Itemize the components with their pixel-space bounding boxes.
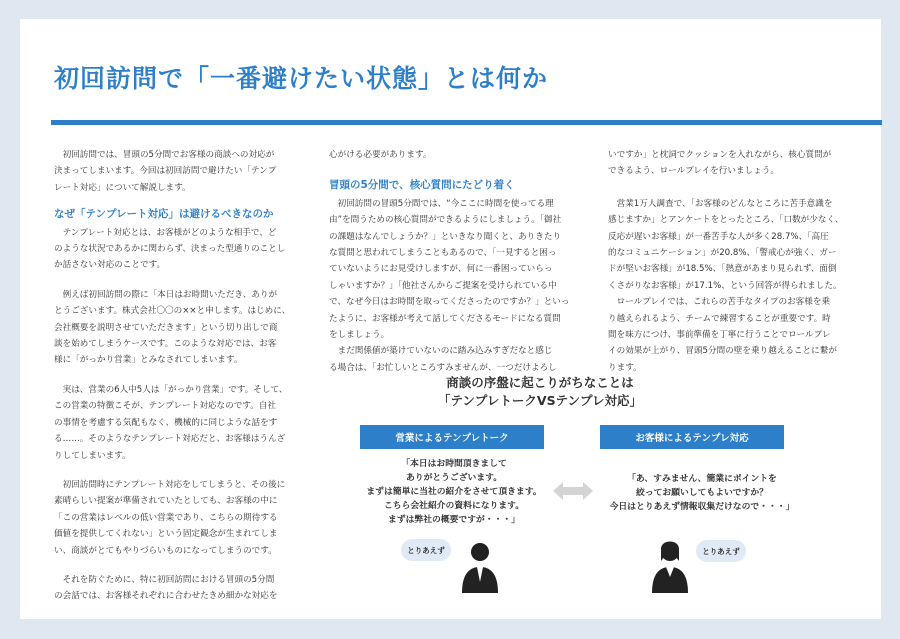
- paragraph: テンプレート対応とは、お客様がどのような相手で、ど のような状況であるかに関わらず、決まった型通りのことし か話さない対応のことです。: [54, 227, 286, 271]
- paragraph: 初回訪問時にテンプレート対応をしてしまうと、その後に 素晴らしい提案が準備されていたとしても、お客様の中に 「この営業はレベルの低い営業であり、こちらの期待する 価値を提供してくれない」という固定観念が生まれてしま い、商談がとてもやりづらいものになってしまうのです。: [54, 479, 286, 556]
- sales-template-label: 営業によるテンプレトーク: [360, 425, 544, 449]
- paragraph: ロールプレイでは、これらの苦手なタイプのお客様を乗 り越えられるよう、チームで練習することが重要です。時 間を味方につけ、事前準備を丁寧に行うことでロールプレ イの効果が上がり、冒頭5分間の壁を乗り越えることに繋が ります。: [608, 297, 837, 373]
- speech-bubble-left: とりあえず: [401, 539, 451, 561]
- salesperson-icon: [460, 537, 500, 601]
- double-arrow-icon: [553, 480, 593, 502]
- paragraph: まだ関係値が築けていないのに踏み込みすぎだなと感じ る場合は、「お忙しいところすみませんが、一つだけよろし: [329, 346, 557, 373]
- speech-bubble-right: とりあえず: [696, 540, 746, 562]
- paragraph: 初回訪問の冒頭5分間では、“今ここに時間を使ってる理 由”を問うための核心質問ができるようにしましょう。「御社 の課題はなんでしょうか？」といきなり聞くと、ありきたり な質問と思われてしまうこともあるので、「一見すると困っ ていないようにお見受けしますが、何に一番困っていらっ しゃいますか？」「他社さんからご提案を受けられている中 で、なぜ今日はお時間を取ってくださったのですか？」といっ たように、お客様が考えて話してくださるモードになる質問 をしましょう。: [329, 198, 570, 341]
- paragraph: 実は、営業の6人中5人は「がっかり営業」です。そして、 この営業の特徴こそが、テンプレート対応なのです。自社 の事情を考慮する気配もなく、機械的に同じような話をす る……。そのようなテンプレート対応だと、お客様はうんざ りしてしまいます。: [54, 384, 288, 461]
- column-3: [608, 147, 854, 376]
- title-divider: [51, 120, 882, 125]
- paragraph: いですか」と枕詞でクッションを入れながら、核心質問が できるよう、ロールプレイを行いましょう。: [608, 150, 832, 177]
- column-2: [329, 147, 575, 376]
- article-page: [20, 19, 881, 619]
- section-heading: なぜ「テンプレート対応」は避けるべきなのか: [54, 208, 274, 221]
- paragraph: 初回訪問では、冒頭の5分間でお客様の商談への対応が 決まってしまいます。今回は初回訪問で避けたい「テンプ レート対応」について解説します。: [54, 150, 277, 193]
- customer-template-label: お客様によるテンプレ対応: [600, 425, 784, 449]
- diagram-title-line1: 商談の序盤に起こりがちなことは: [446, 375, 634, 390]
- paragraph: 心がける必要があります。: [329, 150, 432, 160]
- page-title: 初回訪問で「一番避けたい状態」とは何か: [54, 64, 549, 93]
- paragraph: それを防ぐために、特に初回訪問における冒頭の5分間 の会話では、お客様それぞれに合わせたきめ細かな対応を: [54, 574, 278, 602]
- sales-quote: 「本日はお時間頂きまして ありがとうございます。 まずは簡単に当社の紹介をさせて頂きます。 こちら会社紹介の資料になります。 まずは弊社の概要ですが・・・」: [366, 459, 542, 525]
- customer-quote: 「あ、すみません、簡業にポイントを 絞ってお願いしてもよいですか？ 今日はとりあえず情報収集だけなので・・・」: [609, 474, 795, 512]
- diagram-title: [370, 374, 710, 410]
- section-heading: 冒頭の5分間で、核心質問にたどり着く: [329, 179, 515, 192]
- paragraph: 例えば初回訪問の際に「本日はお時間いただき、ありが とうございます。株式会社〇〇の××と申します。はじめに、 会社概要を説明させていただきます」という切り出しで商 談を始めてしまうケースです。このような対応では、お客 様に「がっかり営業」とみなされてしまいます。: [54, 289, 291, 366]
- paragraph: 営業1万人調査で、「お客様のどんなところに苦手意識を 感じますか」とアンケートをとったところ、「口数が少なく、 反応が遅いお客様」が一番苦手な人が多く28.7%、「高圧 的なコミュニケーション」が20.8%、「警戒心が強く、ガー ドが堅いお客様」が18.5%、「熱意があまり見られず、面倒 くさがりなお客様」が17.1%、という回答が得られました。: [608, 198, 844, 291]
- column-1: [54, 147, 300, 605]
- customer-icon: [650, 537, 690, 601]
- diagram-title-line2: 「テンプレトークVSテンプレ対応」: [438, 393, 642, 408]
